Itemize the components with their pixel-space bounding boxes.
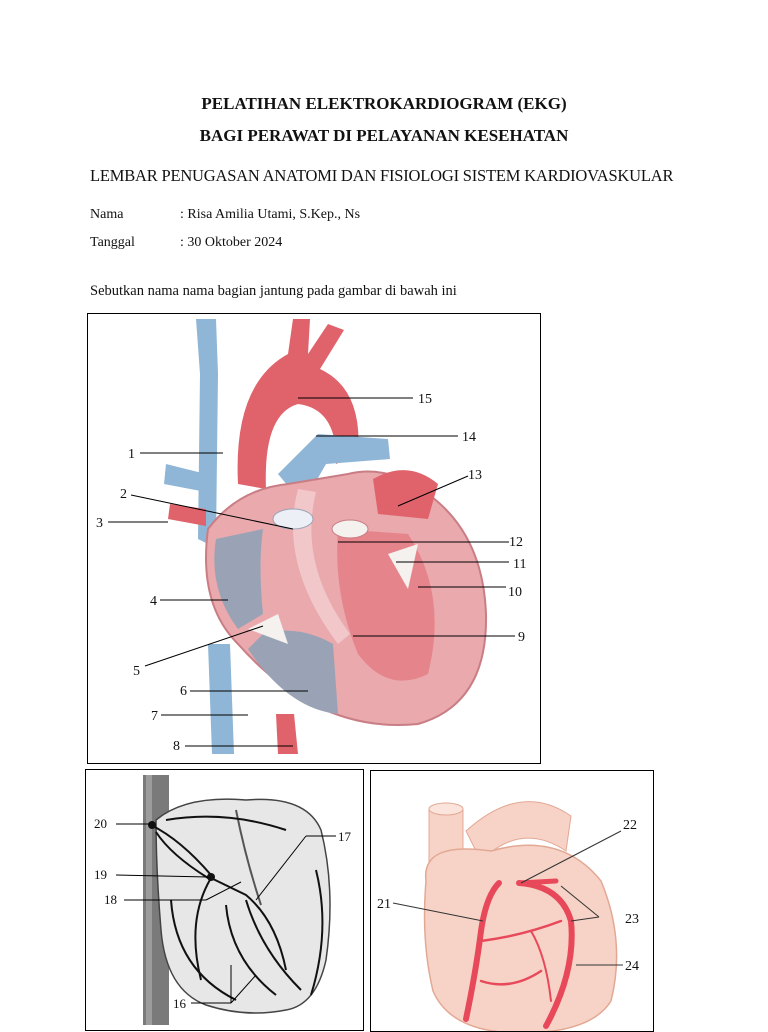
label-23: 23 — [625, 912, 639, 927]
coronary-arteries-figure — [370, 770, 654, 1032]
label-8: 8 — [173, 739, 180, 754]
label-16: 16 — [173, 996, 186, 1011]
name-row — [90, 207, 360, 223]
label-4: 4 — [150, 594, 157, 609]
label-20: 20 — [94, 816, 107, 831]
label-2: 2 — [120, 487, 127, 502]
heart-outline-shape — [156, 799, 330, 1013]
instruction-text: Sebutkan nama nama bagian jantung pada gambar di bawah ini — [90, 283, 457, 299]
inferior-vena-cava-shape — [208, 644, 234, 754]
label-7: 7 — [151, 709, 158, 724]
label-14: 14 — [462, 430, 476, 445]
conduction-system-illustration — [86, 770, 363, 1030]
label-6: 6 — [180, 684, 187, 699]
document-title-line1: PELATIHAN ELEKTROKARDIOGRAM (EKG) — [201, 94, 567, 113]
label-22: 22 — [623, 818, 637, 833]
date-row — [90, 235, 282, 251]
label-12: 12 — [509, 535, 523, 550]
label-18: 18 — [104, 892, 117, 907]
label-10: 10 — [508, 585, 522, 600]
left-atrium-shape — [373, 470, 438, 519]
label-13: 13 — [468, 468, 482, 483]
document-title-line2: BAGI PERAWAT DI PELAYANAN KESEHATAN — [199, 126, 569, 145]
right-ventricle-shape — [248, 631, 338, 714]
label-15: 15 — [418, 392, 432, 407]
heart-anatomy-figure — [87, 313, 541, 764]
label-17: 17 — [338, 829, 351, 844]
heart-anatomy-illustration — [88, 314, 540, 763]
label-19: 19 — [94, 867, 107, 882]
label-5: 5 — [133, 664, 140, 679]
label-9: 9 — [518, 630, 525, 645]
assignment-subtitle: LEMBAR PENUGASAN ANATOMI DAN FISIOLOGI SISTEM KARDIOVASKULAR — [90, 166, 674, 185]
name-value: : Risa Amilia Utami, S.Kep., Ns — [180, 207, 361, 222]
aorta-opening-shape — [429, 803, 463, 815]
date-value: : 30 Oktober 2024 — [180, 235, 283, 250]
aortic-valve-shape — [332, 520, 368, 538]
label-3: 3 — [96, 516, 103, 531]
label-11: 11 — [513, 557, 527, 572]
name-label: Nama — [90, 207, 124, 222]
date-label: Tanggal — [90, 235, 135, 250]
conduction-system-figure — [85, 769, 364, 1031]
label-24: 24 — [625, 959, 639, 974]
sa-node-shape — [148, 821, 156, 829]
label-1: 1 — [128, 447, 135, 462]
descending-aorta-shape — [276, 714, 298, 754]
coronary-arteries-illustration — [371, 771, 653, 1031]
av-node-shape — [207, 873, 215, 881]
label-21: 21 — [377, 897, 391, 912]
heart-body-shape — [425, 845, 617, 1031]
